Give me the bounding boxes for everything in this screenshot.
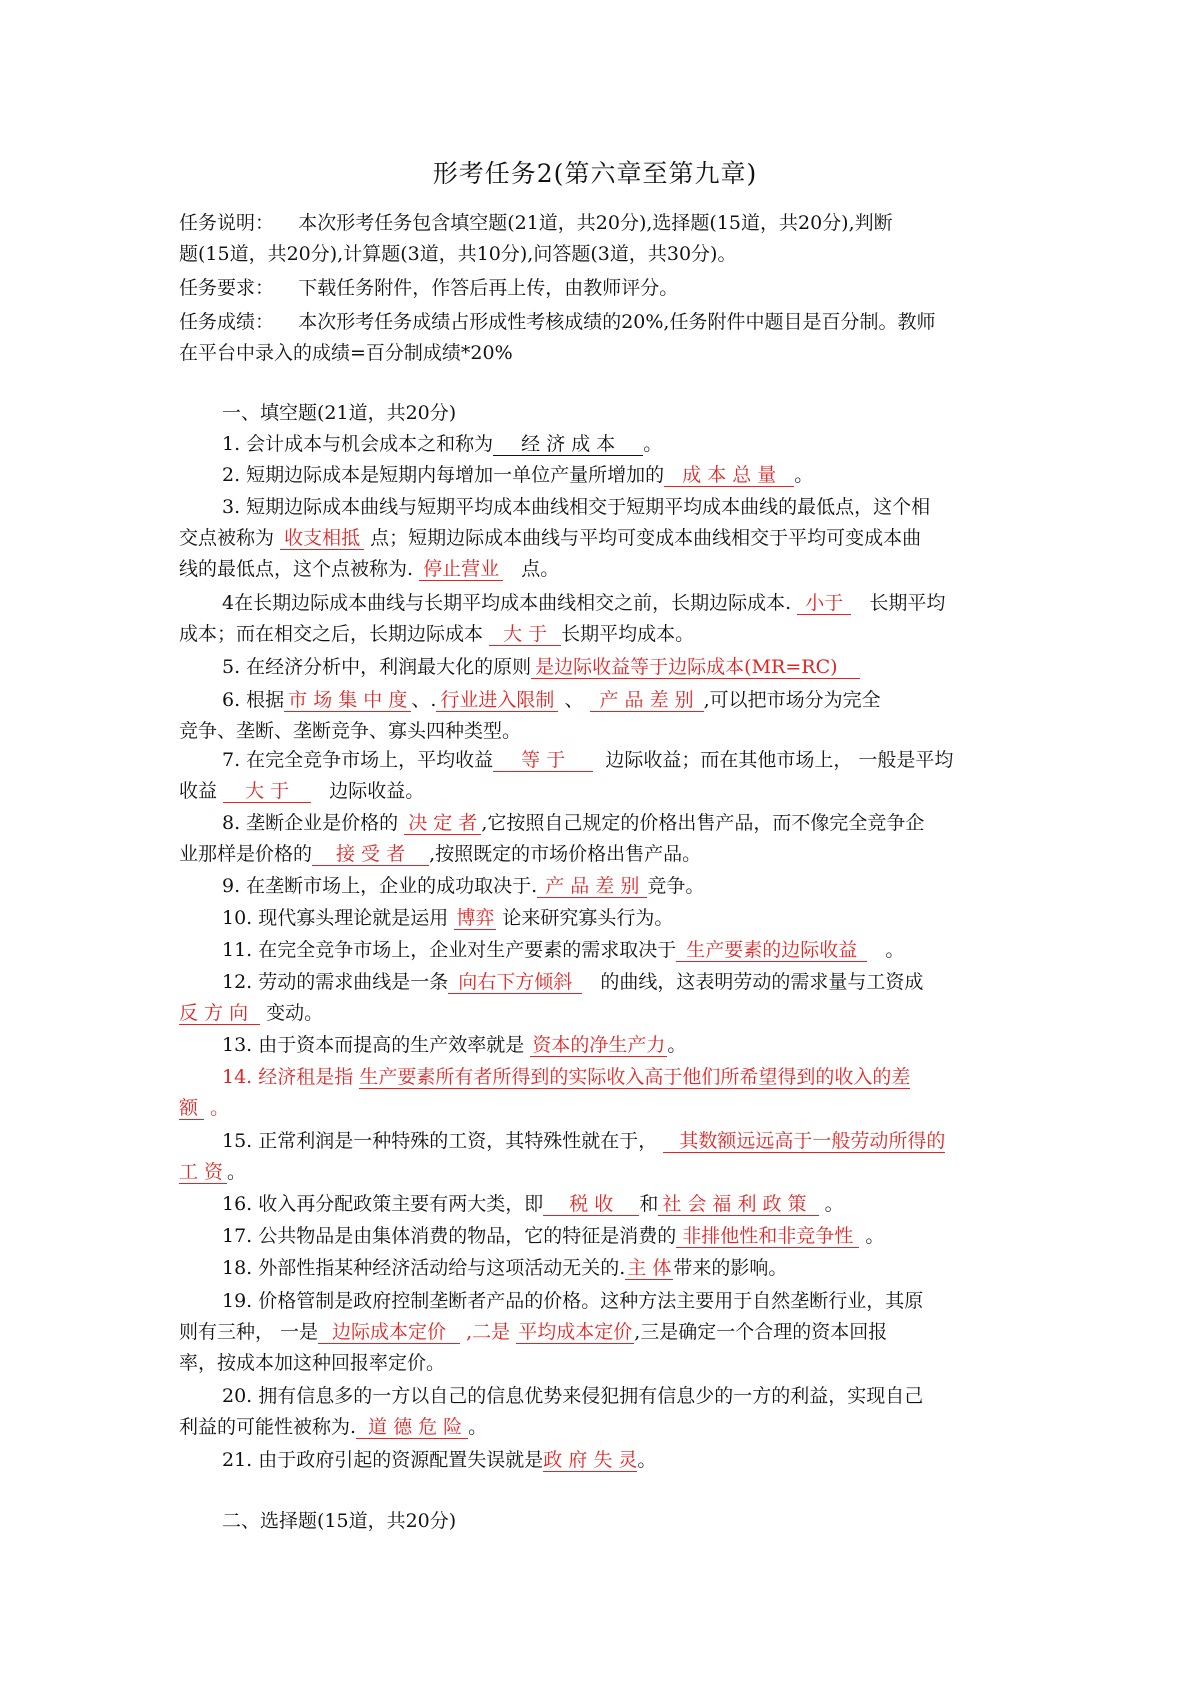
question-2 (222, 460, 1062, 491)
question-19-text-c: ,二是 (466, 1321, 511, 1343)
task-description-label: 任务说明： (179, 212, 275, 234)
question-9 (222, 871, 1062, 902)
task-description-text: 本次形考任务包含填空题(21道，共20分),选择题(15道，共20分),判断 (298, 212, 893, 234)
question-6-text-b: 、. (411, 689, 437, 711)
task-score-line-2: 在平台中录入的成绩=百分制成绩*20% (179, 342, 513, 364)
question-8-answer-1: 决 定 者 (404, 812, 481, 835)
task-requirement-line (179, 273, 1019, 304)
question-12-text-b: 的曲线，这表明劳动的需求量与工资成 (600, 971, 924, 993)
question-20-answer: 道 德 危 险 (356, 1416, 468, 1439)
question-9-answer: 产 品 差 别 (537, 875, 647, 898)
question-4-text-d: 长期平均成本。 (561, 623, 695, 645)
question-16-answer-2: 社 会 福 利 政 策 (658, 1193, 818, 1216)
question-12-answer-2: 反 方 向 (179, 1002, 260, 1025)
question-15-answer-2: 工 资 (179, 1161, 227, 1184)
question-6-line-1 (222, 685, 1062, 716)
question-6-text-a: 6. 根据 (222, 689, 285, 711)
question-11-end: 。 (885, 939, 905, 961)
document-title: 形考任务2(第六章至第九章) (432, 159, 758, 188)
question-15-line-1 (222, 1126, 1062, 1157)
task-score-line-1 (179, 307, 1019, 338)
question-4-line-1 (222, 588, 1062, 619)
question-3-answer-2: 停止营业 (419, 558, 503, 581)
question-13-end: 。 (667, 1034, 687, 1056)
question-1 (222, 429, 1062, 460)
question-7-text-c: 收益 (179, 780, 218, 802)
question-15-end: 。 (227, 1161, 247, 1183)
question-20-line-1: 20. 拥有信息多的一方以自己的信息优势来侵犯拥有信息少的一方的利益，实现自己 (222, 1385, 924, 1407)
question-7-text-a: 7. 在完全竞争市场上，平均收益 (222, 749, 494, 771)
question-1-answer: 经 济 成 本 (493, 433, 643, 456)
task-description-line-2: 题(15道，共20分),计算题(3道，共10分),问答题(3道，共30分)。 (179, 243, 737, 265)
question-7-answer-1: 等 于 (493, 749, 593, 772)
task-description-line-1 (179, 208, 1019, 239)
question-20-text-b: 利益的可能性被称为. (179, 1416, 357, 1438)
question-10-answer: 博弈 (456, 907, 495, 929)
question-16-text-b: 和 (639, 1193, 659, 1215)
task-requirement-label: 任务要求： (179, 277, 275, 299)
question-16-answer-1: 税 收 (543, 1193, 639, 1216)
section-multiple-choice-heading: 二、选择题(15道，共20分) (222, 1510, 457, 1532)
question-17 (222, 1221, 1062, 1252)
question-17-end: 。 (865, 1225, 885, 1247)
question-11-text: 11. 在完全竞争市场上，企业对生产要素的需求取决于 (222, 939, 677, 961)
question-19-text-d: ,三是确定一个合理的资本回报 (634, 1321, 888, 1343)
question-7-text-d: 边际收益。 (329, 780, 425, 802)
question-3-answer-1: 收支相抵 (280, 527, 364, 550)
question-14-answer-1: 生产要素所有者所得到的实际收入高于他们所希望得到的收入的差 (359, 1066, 911, 1088)
question-13-text: 13. 由于资本而提高的生产效率就是 (222, 1034, 525, 1056)
question-8-text-b: ,它按照自己规定的价格出售产品，而不像完全竞争企 (481, 812, 925, 834)
question-14-line-1 (222, 1062, 1062, 1093)
question-12-text-a: 12. 劳动的需求曲线是一条 (222, 971, 449, 993)
question-14-end: 。 (210, 1097, 230, 1119)
question-12-line-2 (179, 998, 1019, 1029)
question-8-text-d: ,按照既定的市场价格出售产品。 (429, 843, 702, 865)
question-18-text: 18. 外部性指某种经济活动给与这项活动无关的. (222, 1257, 626, 1279)
question-10-text: 10. 现代寡头理论就是运用 (222, 907, 449, 929)
question-15-line-2 (179, 1157, 1019, 1188)
question-5-answer: 是边际收益等于边际成本(MR=RC) (531, 656, 859, 679)
question-5-text: 5. 在经济分析中，利润最大化的原则 (222, 656, 532, 678)
question-14-line-2 (179, 1093, 1019, 1124)
question-11-answer: 生产要素的边际收益 (676, 939, 867, 962)
question-9-text: 9. 在垄断市场上，企业的成功取决于. (222, 875, 538, 897)
question-7-line-2 (179, 776, 1019, 807)
question-6-line-2: 竞争、垄断、垄断竞争、寡头四种类型。 (179, 720, 522, 742)
question-3-text-d: 线的最低点，这个点被称为. (179, 558, 414, 580)
question-6-answer-1: 市 场 集 中 度 (284, 689, 411, 712)
question-18-answer: 主 体 (627, 1257, 672, 1279)
task-score-text: 本次形考任务成绩占形成性考核成绩的20%,任务附件中题目是百分制。教师 (298, 311, 936, 333)
question-3-end: 点。 (521, 558, 560, 580)
question-21-end: 。 (637, 1449, 657, 1471)
question-13-answer: 资本的净生产力 (532, 1034, 666, 1056)
question-11 (222, 935, 1062, 966)
question-14-text: 14. 经济租是指 (222, 1066, 354, 1088)
question-4-answer-2: 大 于 (489, 623, 561, 646)
question-3-text-b: 交点被称为 (179, 527, 275, 549)
question-4-answer-1: 小于 (797, 592, 851, 615)
question-16 (222, 1189, 1062, 1220)
question-18 (222, 1253, 1062, 1284)
question-8-text-c: 业那样是价格的 (179, 843, 313, 865)
question-10 (222, 903, 1062, 934)
question-18-end: 带来的影响。 (673, 1257, 788, 1279)
question-10-end: 论来研究寡头行为。 (502, 907, 674, 929)
question-21-text: 21. 由于政府引起的资源配置失误就是 (222, 1449, 544, 1471)
question-7-answer-2: 大 于 (223, 780, 311, 803)
question-4-line-2 (179, 619, 1019, 650)
question-2-answer: 成 本 总 量 (664, 464, 794, 487)
task-score-label: 任务成绩： (179, 311, 275, 333)
question-3-line-1: 3. 短期边际成本曲线与短期平均成本曲线相交于短期平均成本曲线的最低点，这个相 (222, 496, 931, 518)
question-7-line-1 (222, 745, 1062, 776)
question-4-text-c: 成本；而在相交之后，长期边际成本 (179, 623, 484, 645)
question-6-text-c: 、 (564, 689, 584, 711)
question-12-end: 变动。 (266, 1002, 324, 1024)
question-5 (222, 652, 1062, 683)
question-16-text: 16. 收入再分配政策主要有两大类，即 (222, 1193, 544, 1215)
question-19-line-1: 19. 价格管制是政府控制垄断者产品的价格。这种方法主要用于自然垄断行业，其原 (222, 1290, 924, 1312)
question-20-end: 。 (468, 1416, 488, 1438)
question-6-text-d: ,可以把市场分为完全 (703, 689, 881, 711)
question-4-text-a: 4在长期边际成本曲线与长期平均成本曲线相交之前，长期边际成本. (222, 592, 792, 614)
question-15-answer-1: 其数额远远高于一般劳动所得的 (663, 1130, 945, 1153)
question-17-text: 17. 公共物品是由集体消费的物品，它的特征是消费的 (222, 1225, 677, 1247)
question-15-text: 15. 正常利润是一种特殊的工资，其特殊性就在于， (222, 1130, 658, 1152)
question-19-answer-1: 边际成本定价 (318, 1321, 460, 1344)
question-14-answer-2: 额 (179, 1097, 204, 1120)
question-4-text-b: 长期平均 (869, 592, 946, 614)
question-9-end: 竞争。 (647, 875, 705, 897)
question-21 (222, 1445, 1062, 1476)
question-8-text-a: 8. 垄断企业是价格的 (222, 812, 399, 834)
question-6-answer-2: 行业进入限制 (436, 689, 558, 712)
question-2-end: 。 (794, 464, 814, 486)
question-21-answer: 政 府 失 灵 (543, 1449, 638, 1471)
question-13 (222, 1030, 1062, 1061)
question-17-answer: 非排他性和非竞争性 (676, 1225, 859, 1248)
question-8-line-2 (179, 839, 1019, 870)
task-requirement-text: 下载任务附件，作答后再上传，由教师评分。 (298, 277, 679, 299)
section-fill-in-heading: 一、填空题(21道，共20分) (222, 402, 457, 424)
question-19-text-b: 则有三种， 一是 (179, 1321, 319, 1343)
question-19-line-2 (179, 1317, 1019, 1348)
question-1-end: 。 (643, 433, 663, 455)
question-12-line-1 (222, 967, 1062, 998)
question-8-answer-2: 接 受 者 (312, 843, 429, 866)
question-19-line-3: 率，按成本加这种回报率定价。 (179, 1352, 446, 1374)
question-3-line-3 (179, 554, 1019, 585)
question-2-text: 2. 短期边际成本是短期内每增加一单位产量所增加的 (222, 464, 665, 486)
question-3-line-2 (179, 523, 1019, 554)
question-3-text-c: 点；短期边际成本曲线与平均可变成本曲线相交于平均可变成本曲 (370, 527, 922, 549)
question-8-line-1 (222, 808, 1062, 839)
question-1-text: 1. 会计成本与机会成本之和称为 (222, 433, 494, 455)
question-16-end: 。 (824, 1193, 844, 1215)
question-7-text-b: 边际收益；而在其他市场上， 一般是平均 (605, 749, 954, 771)
question-6-answer-3: 产 品 差 别 (590, 689, 704, 712)
question-19-answer-2: 平均成本定价 (518, 1321, 633, 1343)
question-20-line-2 (179, 1412, 1019, 1443)
question-12-answer-1: 向右下方倾斜 (448, 971, 582, 994)
